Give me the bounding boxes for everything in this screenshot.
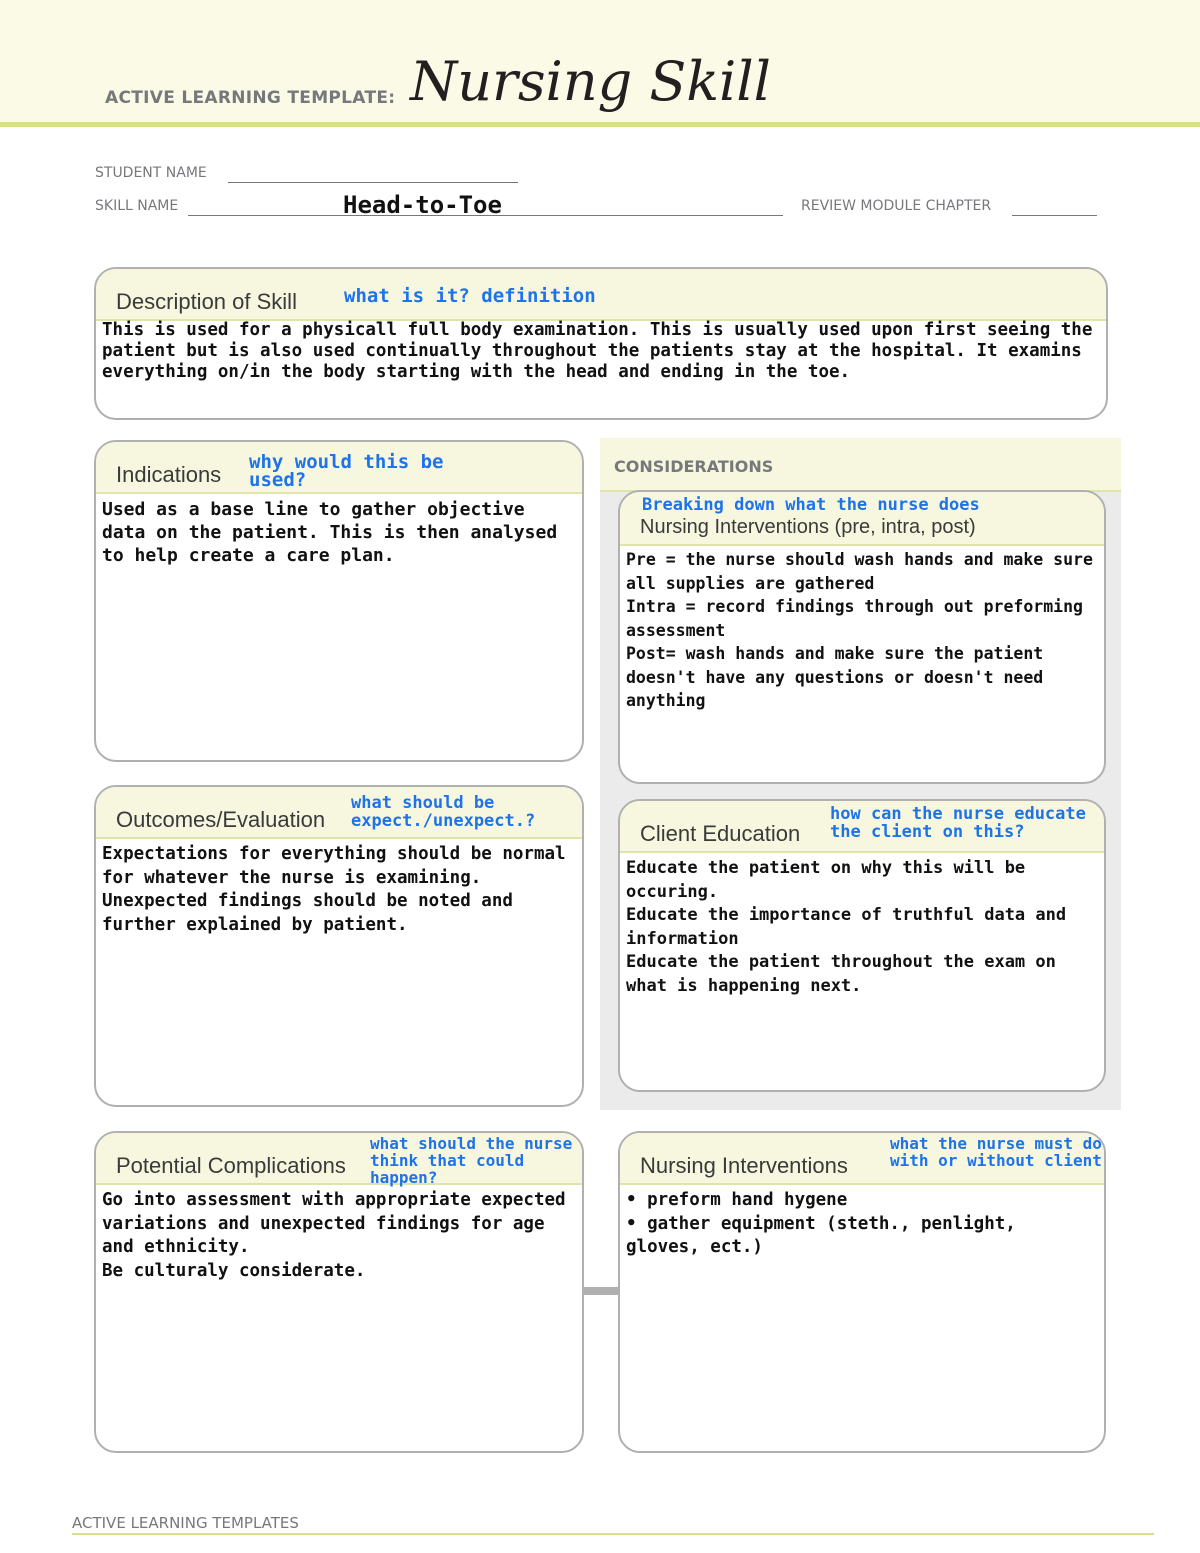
template-label: ACTIVE LEARNING TEMPLATE: [105,88,396,108]
considerations-label: CONSIDERATIONS [614,457,774,476]
page-title: Nursing Skill [410,50,771,113]
outcomes-box [94,785,584,1107]
nursing-interventions-box [618,1131,1106,1453]
review-module-label: REVIEW MODULE CHAPTER [801,198,992,214]
indications-box [94,440,584,762]
client-education-body: Educate the patient on why this will be occuring. Educate the importance of truthful data and information Educate the patient throughout the exam on what is happening next. [626,858,1067,996]
review-module-field[interactable] [1012,215,1097,216]
complications-prompt: what should the nurse think that could happen? [370,1134,573,1187]
client-education-title: Client Education [640,821,801,846]
nursing-interventions-title: Nursing Interventions [640,1153,848,1178]
description-box [94,267,1108,420]
complications-box [94,1131,584,1453]
nursing-interventions-body: • preform hand hygene • gather equipment (steth., penlight, gloves, ect.) [626,1190,1016,1257]
indications-title: Indications [116,462,222,487]
interventions-phases-body: Pre = the nurse should wash hands and make sure all supplies are gathered Intra = record findings through out preforming assessment Post= wash hands and make sure the patient doesn't have any questions or doesn't need anything [626,550,1093,710]
outcomes-body: Expectations for everything should be normal for whatever the nurse is examining. Unexpected findings should be noted and further explained by patient. [102,844,566,935]
skill-name-value: Head-to-Toe [343,191,502,219]
outcomes-prompt: what should be expect./unexpect.? [351,793,536,831]
student-name-label: STUDENT NAME [95,165,207,181]
description-prompt: what is it? definition [344,285,596,307]
footer-rule [72,1533,1154,1535]
indications-prompt: why would this be used? [249,451,444,491]
connector-line [583,1287,620,1295]
nursing-interventions-prompt: what the nurse must do with or without client [890,1134,1102,1170]
outcomes-title: Outcomes/Evaluation [116,807,326,832]
interventions-phases-box [618,490,1106,784]
skill-name-label: SKILL NAME [95,198,179,214]
description-title: Description of Skill [116,289,297,314]
student-name-field[interactable] [228,182,518,183]
interventions-phases-title: Nursing Interventions (pre, intra, post) [640,516,976,538]
complications-body: Go into assessment with appropriate expected variations and unexpected findings for age and ethnicity. Be culturaly considerate. [102,1190,566,1281]
interventions-phases-prompt: Breaking down what the nurse does [642,495,980,515]
footer-label: ACTIVE LEARNING TEMPLATES [72,1514,299,1532]
client-education-box [618,799,1106,1092]
client-education-prompt: how can the nurse educate the client on this? [830,804,1086,842]
header-rule [0,122,1200,127]
indications-body: Used as a base line to gather objective data on the patient. This is then analysed to help create a care plan. [102,499,558,566]
complications-title: Potential Complications [116,1153,346,1178]
description-body: This is used for a physicall full body examination. This is usually used upon first seeing the patient but is also used continually throughout the patients stay at the hospital. It examins everything on/in the body starting with the head and ending in the toe. [102,320,1093,382]
